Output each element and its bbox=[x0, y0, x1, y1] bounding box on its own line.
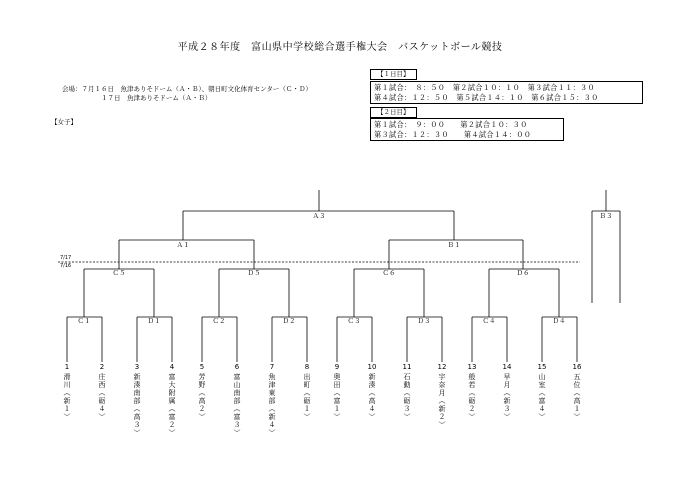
match-quarter-label: Ｃ６ bbox=[382, 269, 396, 277]
team-seed-number: 6 bbox=[234, 363, 240, 371]
match-b3-label: Ｂ３ bbox=[599, 212, 613, 220]
team-name: 滑川（新１） bbox=[63, 373, 71, 421]
team-entry bbox=[166, 363, 178, 437]
venue-line-2: １７日 魚津ありそドーム（Ａ・Ｂ） bbox=[101, 94, 212, 102]
team-name: 出町（砺１） bbox=[303, 373, 311, 421]
team-seed-number: 13 bbox=[467, 363, 477, 371]
team-seed-number: 2 bbox=[99, 363, 105, 371]
match-semi-label: Ｂ１ bbox=[447, 241, 461, 249]
team-seed-number: 1 bbox=[64, 363, 70, 371]
team-entry bbox=[501, 363, 513, 421]
match-final-label: Ａ３ bbox=[312, 212, 326, 220]
team-entry bbox=[401, 363, 413, 421]
team-name: 般若（砺２） bbox=[468, 373, 476, 421]
team-seed-number: 8 bbox=[304, 363, 310, 371]
team-entry bbox=[366, 363, 378, 421]
team-entry bbox=[61, 363, 73, 421]
team-name: 庄西（砺４） bbox=[98, 373, 106, 421]
division-label: 【女子】 bbox=[51, 118, 77, 126]
team-seed-number: 16 bbox=[572, 363, 582, 371]
team-entry bbox=[571, 363, 583, 421]
day1-line-1: 第１試合： ８：５０ 第２試合１０：１０ 第３試合１１：３０ bbox=[374, 83, 596, 92]
first-round-lines bbox=[67, 317, 577, 362]
match-first-label: Ｃ３ bbox=[347, 317, 361, 325]
team-name: 魚津東部（新４） bbox=[268, 373, 276, 437]
match-first-label: Ｃ２ bbox=[212, 317, 226, 325]
team-seed-number: 5 bbox=[199, 363, 205, 371]
team-seed-number: 14 bbox=[502, 363, 512, 371]
team-entry bbox=[301, 363, 313, 421]
page-title: 平成２８年度 富山県中学校総合選手権大会 バスケットボール競技 bbox=[177, 42, 503, 53]
team-seed-number: 7 bbox=[269, 363, 275, 371]
team-name: 富大附属（富２） bbox=[168, 373, 176, 437]
team-name: 早月（新３） bbox=[503, 373, 511, 421]
team-name: 新湊南部（高３） bbox=[133, 373, 141, 437]
team-name: 五位（高１） bbox=[573, 373, 581, 421]
match-first-label: Ｄ４ bbox=[552, 317, 566, 325]
team-seed-number: 3 bbox=[134, 363, 140, 371]
match-quarter-label: Ｄ６ bbox=[516, 269, 530, 277]
date-lower: 7/16 bbox=[60, 263, 72, 269]
team-seed-number: 10 bbox=[367, 363, 377, 371]
team-entry bbox=[266, 363, 278, 437]
day2-label: 【２日目】 bbox=[370, 107, 417, 118]
team-entry bbox=[131, 363, 143, 437]
day1-label: 【１日目】 bbox=[370, 69, 417, 80]
match-first-label: Ｄ２ bbox=[282, 317, 296, 325]
venue-line-1: 会場：７月１６日 魚津ありそドーム（Ａ・Ｂ）、朝日町文化体育センター（Ｃ・Ｄ） bbox=[62, 85, 312, 93]
match-semi-label: Ａ１ bbox=[176, 241, 190, 249]
team-name: 山室（富４） bbox=[538, 373, 546, 421]
team-entry bbox=[331, 363, 343, 421]
team-entry bbox=[96, 363, 108, 421]
team-entry bbox=[196, 363, 208, 421]
match-quarter-label: Ｄ５ bbox=[247, 269, 261, 277]
team-entry bbox=[231, 363, 243, 437]
team-seed-number: 11 bbox=[402, 363, 412, 371]
team-entry bbox=[436, 363, 448, 429]
day2-line-1: 第１試合： ９：００ 第２試合１０：３０ bbox=[374, 120, 528, 129]
team-seed-number: 9 bbox=[334, 363, 340, 371]
team-name: 芳野（高２） bbox=[198, 373, 206, 421]
match-first-label: Ｃ１ bbox=[77, 317, 91, 325]
team-seed-number: 15 bbox=[537, 363, 547, 371]
match-quarter-label: Ｃ５ bbox=[112, 269, 126, 277]
match-first-label: Ｃ４ bbox=[482, 317, 496, 325]
date-upper: 7/17 bbox=[60, 255, 72, 261]
team-name: 富山南部（富３） bbox=[233, 373, 241, 437]
match-first-label: Ｄ３ bbox=[417, 317, 431, 325]
day2-line-2: 第３試合：１２：３０ 第４試合１４：００ bbox=[374, 129, 532, 139]
team-seed-number: 12 bbox=[437, 363, 447, 371]
team-entry bbox=[466, 363, 478, 421]
team-entry bbox=[536, 363, 548, 421]
match-first-label: Ｄ１ bbox=[147, 317, 161, 325]
day1-line-2: 第４試合：１２：５０ 第５試合１４：１０ 第６試合１５：３０ bbox=[374, 92, 599, 102]
team-name: 新湊（高４） bbox=[368, 373, 376, 421]
team-name: 石動（砺３） bbox=[403, 373, 411, 421]
team-name: 奥田（富１） bbox=[333, 373, 341, 421]
team-name: 宇奈月（新２） bbox=[438, 373, 446, 429]
team-seed-number: 4 bbox=[169, 363, 175, 371]
